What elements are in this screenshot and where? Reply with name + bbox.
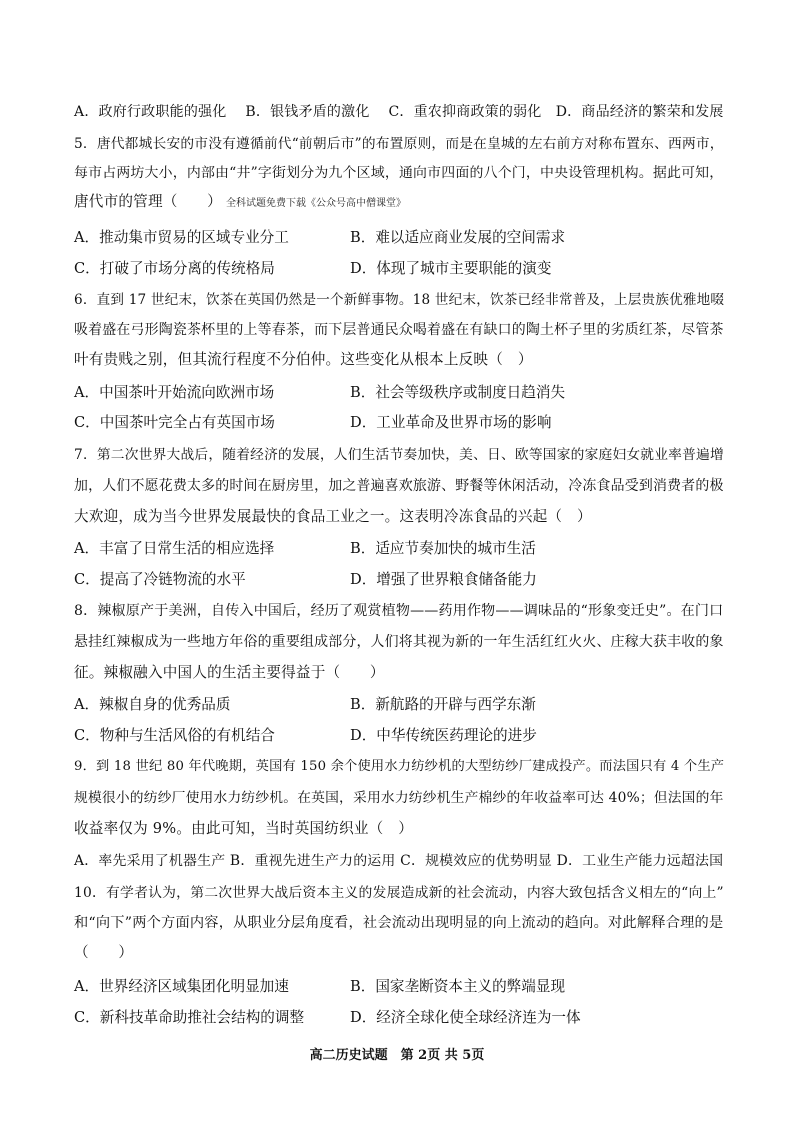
q6-stem-line-1: 6．直到 17 世纪末，饮茶在英国仍然是一个新鲜事物。18 世纪末，饮茶已经非常普及，上层贵族优雅地啜: [74, 292, 725, 308]
q8-stem-line-2: 悬挂红辣椒成为一些地方年俗的重要组成部分，人们将其视为新的一年生活红红火火、庄稼大获丰收的象: [74, 634, 724, 650]
q10-option-c: C．新科技革命助推社会结构的调整: [74, 1009, 305, 1026]
q6-stem-line-2: 吸着盛在弓形陶瓷茶杯里的上等春茶，而下层普通民众喝着盛在有缺口的陶土杯子里的劣质红茶，尽管茶: [74, 322, 724, 338]
q8-option-c: C．物种与生活风俗的有机结合: [74, 727, 275, 744]
q7-option-b: B．适应节奏加快的城市生活: [350, 540, 536, 557]
q6-option-b: B．社会等级秩序或制度日趋消失: [350, 384, 566, 401]
q10-stem-line-1: 10．有学者认为，第二次世界大战后资本主义的发展造成新的社会流动，内容大致包括含义相左的“向上”: [74, 885, 724, 901]
q7-option-a: A．丰富了日常生活的相应选择: [74, 540, 275, 557]
q6-option-a: A．中国茶叶开始流向欧洲市场: [74, 384, 275, 401]
q8-stem-line-3: 征。辣椒融入中国人的生活主要得益于（ ）: [74, 664, 385, 681]
q5-option-d: D．体现了城市主要职能的演变: [350, 260, 552, 277]
q9-options-line: A．率先采用了机器生产 B．重视先进生产力的运用 C．规模效应的优势明显 D．工业生产能力远超法国: [74, 853, 724, 869]
q7-option-c: C．提高了冷链物流的水平: [74, 571, 246, 588]
q7-stem-line-1: 7．第二次世界大战后，随着经济的发展，人们生活节奏加快，美、日、欧等国家的家庭妇女就业率普遍增: [74, 447, 724, 463]
q6-option-c: C．中国茶叶完全占有英国市场: [74, 414, 275, 431]
q5-option-a: A．推动集市贸易的区域专业分工: [74, 229, 289, 246]
q6-option-d: D．工业革命及世界市场的影响: [350, 414, 552, 431]
q5-download-note: 全科试题免费下载《公众号高中僧课堂》: [225, 198, 406, 209]
q5-stem-line-2: 每市占两坊大小，内部由“井”字街划分为九个区域，通向市四面的八个门，中央设管理机构。据此可知，: [74, 165, 724, 181]
q8-stem-line-1: 8．辣椒原产于美洲，自传入中国后，经历了观赏植物——药用作物——调味品的“形象变迁史”。在门口: [74, 603, 724, 619]
q7-stem-line-2: 加，人们不愿花费太多的时间在厨房里，加之普遍喜欢旅游、野餐等休闲活动，冷冻食品受到消费者的极: [74, 478, 724, 494]
q8-option-b: B．新航路的开辟与西学东渐: [350, 696, 536, 713]
q8-option-a: A．辣椒自身的优秀品质: [74, 696, 231, 713]
q10-option-a: A．世界经济区域集团化明显加速: [74, 978, 289, 995]
q5-stem-text: 唐代市的管理（ ）: [74, 193, 222, 210]
q5-stem-line-1: 5．唐代都城长安的市没有遵循前代“前朝后市”的布置原则，而是在皇城的左右前方对称布置东、西两市，: [74, 136, 724, 152]
q9-stem-line-3: 收益率仅为 9%。由此可知，当时英国纺织业（ ）: [74, 820, 414, 837]
q7-stem-line-3: 大欢迎，成为当今世界发展最快的食品工业之一。这表明冷冻食品的兴起（ ）: [74, 508, 592, 525]
q7-option-d: D．增强了世界粮食储备能力: [350, 571, 537, 588]
q10-stem-line-3: （ ）: [74, 944, 134, 961]
q5-stem-line-3: [74, 192, 406, 214]
q5-option-c: C．打破了市场分离的传统格局: [74, 260, 275, 277]
q8-option-d: D．中华传统医药理论的进步: [350, 727, 537, 744]
q4-options-line: A．政府行政职能的强化 B．银钱矛盾的激化 C．重农抑商政策的弱化 D．商品经济的繁荣和发展: [74, 104, 724, 120]
q9-stem-line-2: 规模很小的纺纱厂使用水力纺纱机。在英国，采用水力纺纱机生产棉纱的年收益率可达 40%；但法国的年: [74, 790, 724, 806]
q10-stem-line-2: 和“向下”两个方面内容，从职业分层角度看，社会流动出现明显的向上流动的趋向。对此解释合理的是: [74, 915, 724, 931]
q6-stem-line-3: 叶有贵贱之别，但其流行程度不分伯仲。这些变化从根本上反映（ ）: [74, 351, 533, 368]
q5-option-b: B．难以适应商业发展的空间需求: [350, 229, 566, 246]
page-footer: 高二历史试题 第 2页 共 5页: [309, 1048, 485, 1063]
q10-option-b: B．国家垄断资本主义的弊端显现: [350, 978, 566, 995]
q9-stem-line-1: 9．到 18 世纪 80 年代晚期，英国有 150 余个使用水力纺纱机的大型纺纱厂建成投产。而法国只有 4 个生产: [74, 759, 725, 774]
q10-option-d: D．经济全球化使全球经济连为一体: [350, 1009, 581, 1026]
